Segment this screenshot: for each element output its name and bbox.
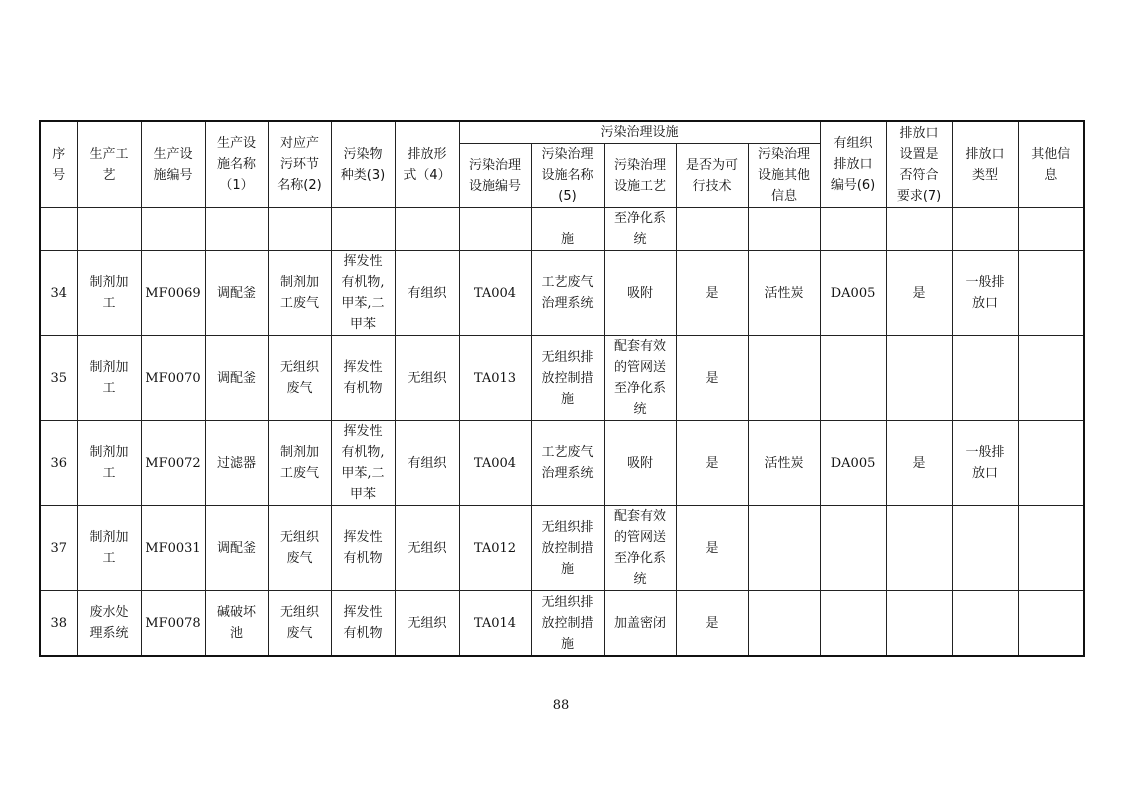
- cell-treat-process: 吸附: [604, 251, 676, 336]
- header-process: 生产工 艺: [77, 121, 141, 208]
- cell-treat-process: 配套有效 的管网送 至净化系 统: [604, 336, 676, 421]
- cell-seq: 34: [40, 251, 77, 336]
- table-row: [40, 421, 1084, 506]
- cell-pollutant: 挥发性 有机物, 甲苯,二 甲苯: [331, 421, 395, 506]
- table-row: [40, 506, 1084, 591]
- cell-other: [1018, 591, 1084, 657]
- header-treat-process: 污染治理 设施工艺: [604, 144, 676, 208]
- cell-facility-name: 调配釜: [205, 336, 268, 421]
- cell-facility-name: 碱破坏 池: [205, 591, 268, 657]
- continuation-row: [40, 208, 1084, 251]
- cell-treat-no: TA004: [459, 251, 531, 336]
- header-link-name: 对应产 污环节 名称(2): [268, 121, 331, 208]
- cell-facility-no: MF0070: [141, 336, 205, 421]
- cell-emission-form: 无组织: [395, 506, 459, 591]
- cell-seq: 38: [40, 591, 77, 657]
- cell-other: [1018, 251, 1084, 336]
- cell-facility-no: MF0072: [141, 421, 205, 506]
- cell-seq: 36: [40, 421, 77, 506]
- cell-treat-other: [748, 336, 820, 421]
- cell-outlet-no: DA005: [820, 421, 886, 506]
- cell-process: 制剂加 工: [77, 336, 141, 421]
- cell-process: 制剂加 工: [77, 251, 141, 336]
- cell-outlet-no: [820, 336, 886, 421]
- header-facility-no: 生产设 施编号: [141, 121, 205, 208]
- pollution-facility-table: [39, 120, 1085, 657]
- header-outlet-type: 排放口 类型: [952, 121, 1018, 208]
- table-cell: [886, 208, 952, 251]
- table-row: [40, 251, 1084, 336]
- cell-treat-name: 工艺废气 治理系统: [531, 251, 604, 336]
- cell-treat-other: 活性炭: [748, 421, 820, 506]
- continuation-treat-name: 施: [531, 208, 604, 251]
- header-treat-other: 污染治理 设施其他 信息: [748, 144, 820, 208]
- header-pollutant: 污染物 种类(3): [331, 121, 395, 208]
- cell-feasible: 是: [676, 251, 748, 336]
- table-body: [40, 208, 1084, 657]
- header-treat-no: 污染治理 设施编号: [459, 144, 531, 208]
- cell-link-name: 无组织 废气: [268, 591, 331, 657]
- header-outlet-compliant: 排放口 设置是 否符合 要求(7): [886, 121, 952, 208]
- cell-treat-no: TA012: [459, 506, 531, 591]
- cell-facility-name: 调配釜: [205, 506, 268, 591]
- table-cell: [331, 208, 395, 251]
- cell-outlet-type: [952, 506, 1018, 591]
- table-cell: [141, 208, 205, 251]
- header-feasible: 是否为可 行技术: [676, 144, 748, 208]
- table-cell: [395, 208, 459, 251]
- header-seq: 序 号: [40, 121, 77, 208]
- cell-treat-other: 活性炭: [748, 251, 820, 336]
- table-cell: [205, 208, 268, 251]
- cell-outlet-type: 一般排 放口: [952, 421, 1018, 506]
- cell-link-name: 制剂加 工废气: [268, 251, 331, 336]
- table-cell: [77, 208, 141, 251]
- table-row: [40, 591, 1084, 657]
- cell-treat-process: 吸附: [604, 421, 676, 506]
- cell-treat-no: TA014: [459, 591, 531, 657]
- cell-treat-no: TA004: [459, 421, 531, 506]
- table-row: [40, 336, 1084, 421]
- cell-outlet-no: [820, 591, 886, 657]
- cell-treat-name: 无组织排 放控制措 施: [531, 591, 604, 657]
- cell-outlet-type: [952, 336, 1018, 421]
- cell-pollutant: 挥发性 有机物, 甲苯,二 甲苯: [331, 251, 395, 336]
- cell-link-name: 制剂加 工废气: [268, 421, 331, 506]
- table-cell: [676, 208, 748, 251]
- cell-emission-form: 有组织: [395, 251, 459, 336]
- cell-other: [1018, 336, 1084, 421]
- cell-treat-no: TA013: [459, 336, 531, 421]
- cell-outlet-compliant: 是: [886, 421, 952, 506]
- cell-feasible: 是: [676, 506, 748, 591]
- table-cell: [268, 208, 331, 251]
- cell-outlet-type: [952, 591, 1018, 657]
- cell-process: 废水处 理系统: [77, 591, 141, 657]
- cell-seq: 37: [40, 506, 77, 591]
- table-cell: [952, 208, 1018, 251]
- table-cell: [459, 208, 531, 251]
- cell-outlet-compliant: [886, 506, 952, 591]
- cell-outlet-no: DA005: [820, 251, 886, 336]
- cell-outlet-no: [820, 506, 886, 591]
- cell-treat-other: [748, 506, 820, 591]
- cell-outlet-compliant: 是: [886, 251, 952, 336]
- continuation-treat-process: 至净化系 统: [604, 208, 676, 251]
- cell-treat-process: 配套有效 的管网送 至净化系 统: [604, 506, 676, 591]
- cell-link-name: 无组织 废气: [268, 336, 331, 421]
- header-treat-name: 污染治理 设施名称 (5): [531, 144, 604, 208]
- cell-feasible: 是: [676, 421, 748, 506]
- table-cell: [1018, 208, 1084, 251]
- header-other: 其他信 息: [1018, 121, 1084, 208]
- cell-pollutant: 挥发性 有机物: [331, 336, 395, 421]
- cell-facility-name: 过滤器: [205, 421, 268, 506]
- cell-facility-no: MF0031: [141, 506, 205, 591]
- cell-process: 制剂加 工: [77, 421, 141, 506]
- cell-outlet-compliant: [886, 336, 952, 421]
- cell-treat-other: [748, 591, 820, 657]
- page-number: 88: [552, 698, 570, 713]
- cell-other: [1018, 506, 1084, 591]
- cell-emission-form: 无组织: [395, 591, 459, 657]
- cell-feasible: 是: [676, 336, 748, 421]
- cell-treat-name: 无组织排 放控制措 施: [531, 336, 604, 421]
- cell-facility-no: MF0069: [141, 251, 205, 336]
- cell-treat-name: 工艺废气 治理系统: [531, 421, 604, 506]
- cell-emission-form: 有组织: [395, 421, 459, 506]
- cell-pollutant: 挥发性 有机物: [331, 591, 395, 657]
- cell-outlet-compliant: [886, 591, 952, 657]
- cell-link-name: 无组织 废气: [268, 506, 331, 591]
- cell-feasible: 是: [676, 591, 748, 657]
- cell-seq: 35: [40, 336, 77, 421]
- cell-facility-name: 调配釜: [205, 251, 268, 336]
- header-treatment-group: 污染治理设施: [459, 121, 820, 144]
- table-cell: [820, 208, 886, 251]
- cell-process: 制剂加 工: [77, 506, 141, 591]
- cell-treat-name: 无组织排 放控制措 施: [531, 506, 604, 591]
- header-outlet-no: 有组织 排放口 编号(6): [820, 121, 886, 208]
- header-emission-form: 排放形 式（4）: [395, 121, 459, 208]
- cell-outlet-type: 一般排 放口: [952, 251, 1018, 336]
- header-facility-name: 生产设 施名称 （1）: [205, 121, 268, 208]
- table-cell: [40, 208, 77, 251]
- table-cell: [748, 208, 820, 251]
- cell-treat-process: 加盖密闭: [604, 591, 676, 657]
- cell-other: [1018, 421, 1084, 506]
- cell-emission-form: 无组织: [395, 336, 459, 421]
- cell-pollutant: 挥发性 有机物: [331, 506, 395, 591]
- cell-facility-no: MF0078: [141, 591, 205, 657]
